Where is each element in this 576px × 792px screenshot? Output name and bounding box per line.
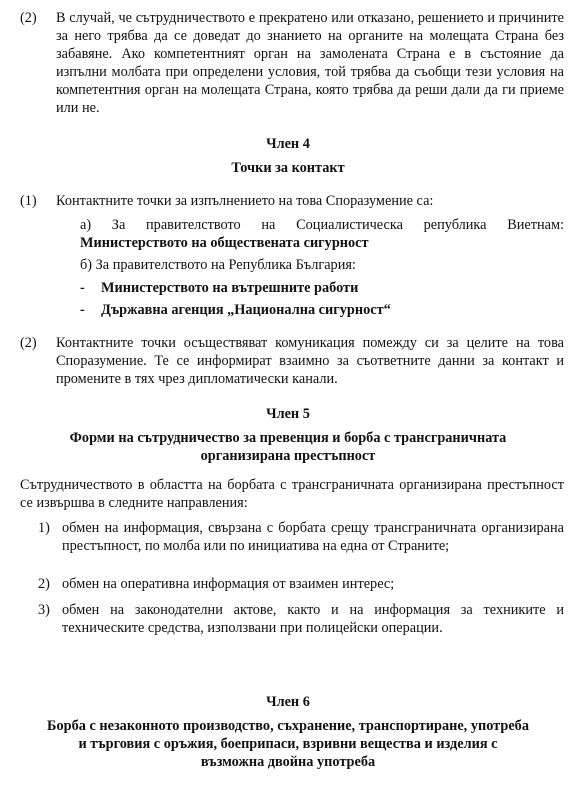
paragraph-text: Сътрудничеството в областта на борбата с трансграничната организирана престъпност се извършва в следните направления: [20, 477, 564, 511]
list-item-number: 2) [38, 576, 50, 592]
paragraph-text: В случай, че сътрудничеството е прекратено или отказано, решението и причините за него трябва да се доведат до знанието на органите на молещата Страна без забавяне. Ако компетентният орган на замолената Страна е в състояние да изпълни молбата при определени условия, той трябва да съобщи тези условия на компетентния орган на молещата Страна, която трябва да реши дали да ги приеме или не. [56, 10, 564, 116]
list-item-number: 1) [38, 520, 50, 536]
article-title-line-1: Борба с незаконното производство, съхранение, транспортиране, употреба [47, 718, 529, 734]
dash-bullet: - [80, 280, 85, 296]
paragraph-number: (2) [20, 335, 37, 351]
article-title-line-3: възможна двойна употреба [200, 754, 376, 770]
dash-bullet: - [80, 302, 85, 318]
list-item-a: а) За правителството на Социалистическа република Виетнам: [80, 217, 564, 233]
list-item-b: б) За правителството на Република България: [80, 257, 356, 273]
article-heading: Член 4 [266, 136, 310, 152]
article-title-line-2: организирана престъпност [200, 448, 376, 464]
article-title: Точки за контакт [231, 160, 345, 176]
article-heading: Член 6 [266, 694, 310, 710]
article-title-line-2: и търговия с оръжия, боеприпаси, взривни вещества и изделия с [78, 736, 498, 752]
paragraph-number: (1) [20, 193, 37, 209]
list-item: обмен на информация, свързана с борбата срещу трансграничната организирана престъпност, по молба или по инициатива на една от Страните; [62, 520, 564, 554]
article-title-line-1: Форми на сътрудничество за превенция и борба с трансграничната [69, 430, 507, 446]
paragraph-text: Контактните точки за изпълнението на това Споразумение са: [56, 193, 434, 209]
list-item-b-agency: Държавна агенция „Национална сигурност“ [101, 302, 391, 318]
list-item: обмен на законодателни актове, както и на информация за техниките и техническите средства, използвани при полицейски операции. [62, 602, 564, 636]
list-item-number: 3) [38, 602, 50, 618]
list-item-a-ministry: Министерството на обществената сигурност [80, 235, 369, 251]
list-item-b-ministry: Министерството на вътрешните работи [101, 280, 359, 296]
paragraph-number: (2) [20, 10, 37, 26]
list-item: обмен на оперативна информация от взаимен интерес; [62, 576, 395, 592]
article-heading: Член 5 [266, 406, 310, 422]
paragraph-text: Контактните точки осъществяват комуникация помежду си за целите на това Споразумение. Те се информират взаимно за съответните данни за контакт и промените в тях чрез дипломатически канали. [56, 335, 564, 387]
